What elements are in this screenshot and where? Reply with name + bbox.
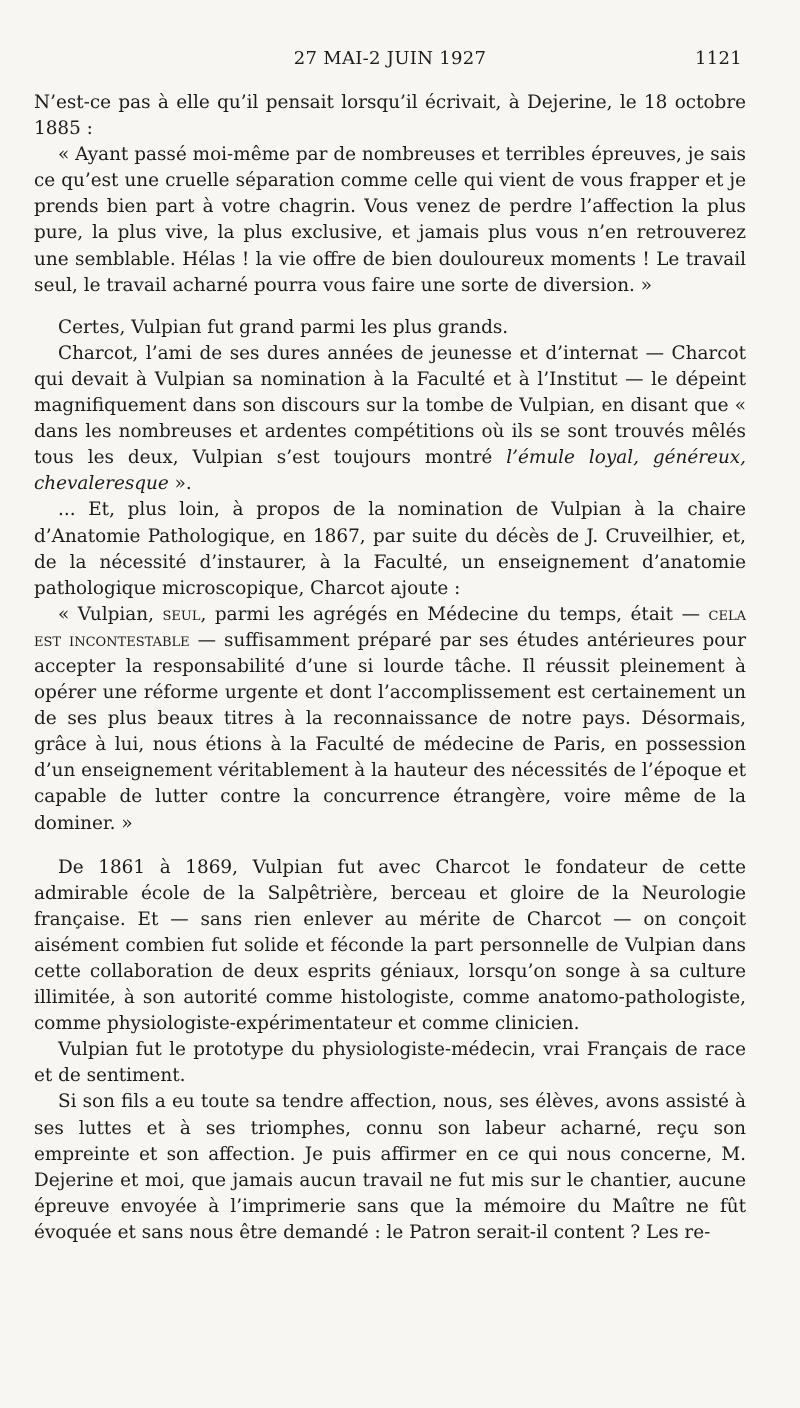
- paragraph-5: ... Et, plus loin, à propos de la nomination de Vulpian à la chaire d’Anatomie Pathologique, en 1867, par suite du décès de J. Cruveilhier, et, de la nécessité d’instaurer, à la Faculté, un enseignement d’anatomie pathologique microscopique, Charcot ajoute :: [34, 499, 746, 599]
- quote-dejerine-letter: « Ayant passé moi-même par de nombreuses et terribles épreuves, je sais ce qu’est une cruelle séparation comme celle qui vient de vous frapper et je prends bien part à votre chagrin. Vous venez de perdre l’affection la plus pure, la plus vive, la plus exclusive, et jamais plus vous n’en retrouverez une semblable. Hélas ! la vie offre de bien douloureux moments ! Le travail seul, le travail acharné pourra vous faire une sorte de diversion. »: [34, 144, 746, 296]
- paragraph-4: [34, 341, 746, 498]
- paragraph-7: De 1861 à 1869, Vulpian fut avec Charcot le fondateur de cette admirable école de la Salpêtrière, berceau et gloire de la Neurologie française. Et — sans rien enlever au mérite de Charcot — on conçoit aisément combien fut solide et féconde la part personnelle de Vulpian dans cette collaboration de deux esprits géniaux, lorsqu’on songe à sa culture illimitée, à son autorité comme histologiste, comme anatomo-pathologiste, comme physiologiste-expérimentateur et comme clinicien.: [34, 856, 746, 1035]
- paragraph-1: N’est-ce pas à elle qu’il pensait lorsqu’il écrivait, à Dejerine, le 18 octobre 1885 :: [34, 92, 746, 140]
- page-number: 1121: [694, 48, 742, 69]
- paragraph-3: Certes, Vulpian fut grand parmi les plus grands.: [58, 316, 509, 338]
- paragraph-4-end: ».: [168, 473, 192, 495]
- paragraph-4-start: Charcot, l’ami de ses dures années de jeunesse et d’internat — Charcot qui devait à Vulpian sa nomination à la Faculté et à l’Institut — le dépeint magnifiquement dans son discours sur la tombe de Vulpian, en disant que « dans les nombreuses et ardentes compétitions où ils se sont trouvés mêlés tous les deux, Vulpian s’est toujours montré: [34, 342, 746, 469]
- body-text: [34, 90, 746, 1246]
- running-header: [34, 48, 746, 82]
- paragraph-4-italic: l’émule loyal, généreux, chevaleresque: [34, 447, 747, 495]
- quote-charcot-b: , parmi les agrégés en Médecine du temps, était —: [200, 603, 709, 625]
- quote-charcot-c: — suffisamment préparé par ses études antérieures pour accepter la responsabilité d’une si lourde tâche. Il réussit pleinement à opérer une réforme urgente et dont l’accomplissement est certainement un de ses plus beaux titres à la reconnaissance de notre pays. Désormais, grâce à lui, nous étions à la Faculté de médecine de Paris, en possession d’un enseignement véritablement à la hauteur des nécessités de l’époque et capable de lutter contre la concurrence étrangère, voire même de la dominer. »: [34, 629, 746, 834]
- quote-charcot-smallcaps-2: cela est incontestable: [34, 603, 746, 651]
- quote-charcot-smallcaps-1: seul: [162, 603, 201, 625]
- paragraph-9: Si son fils a eu toute sa tendre affection, nous, ses élèves, avons assisté à ses luttes et à ses triomphes, connu son labeur acharné, reçu son empreinte et son affection. Je puis affirmer en ce qui nous concerne, M. Dejerine et moi, que jamais aucun travail ne fut mis sur le chantier, aucune épreuve envoyée à l’imprimerie sans que la mémoire du Maître ne fût évoquée et sans nous être demandé : le Patron serait-il content ? Les re-: [34, 1091, 746, 1243]
- paragraph-8: Vulpian fut le prototype du physiologiste-médecin, vrai Français de race et de sentiment.: [34, 1039, 746, 1087]
- quote-charcot-a: « Vulpian,: [58, 603, 163, 625]
- header-date: 27 MAI-2 JUIN 1927: [293, 48, 487, 69]
- quote-charcot: [34, 602, 746, 837]
